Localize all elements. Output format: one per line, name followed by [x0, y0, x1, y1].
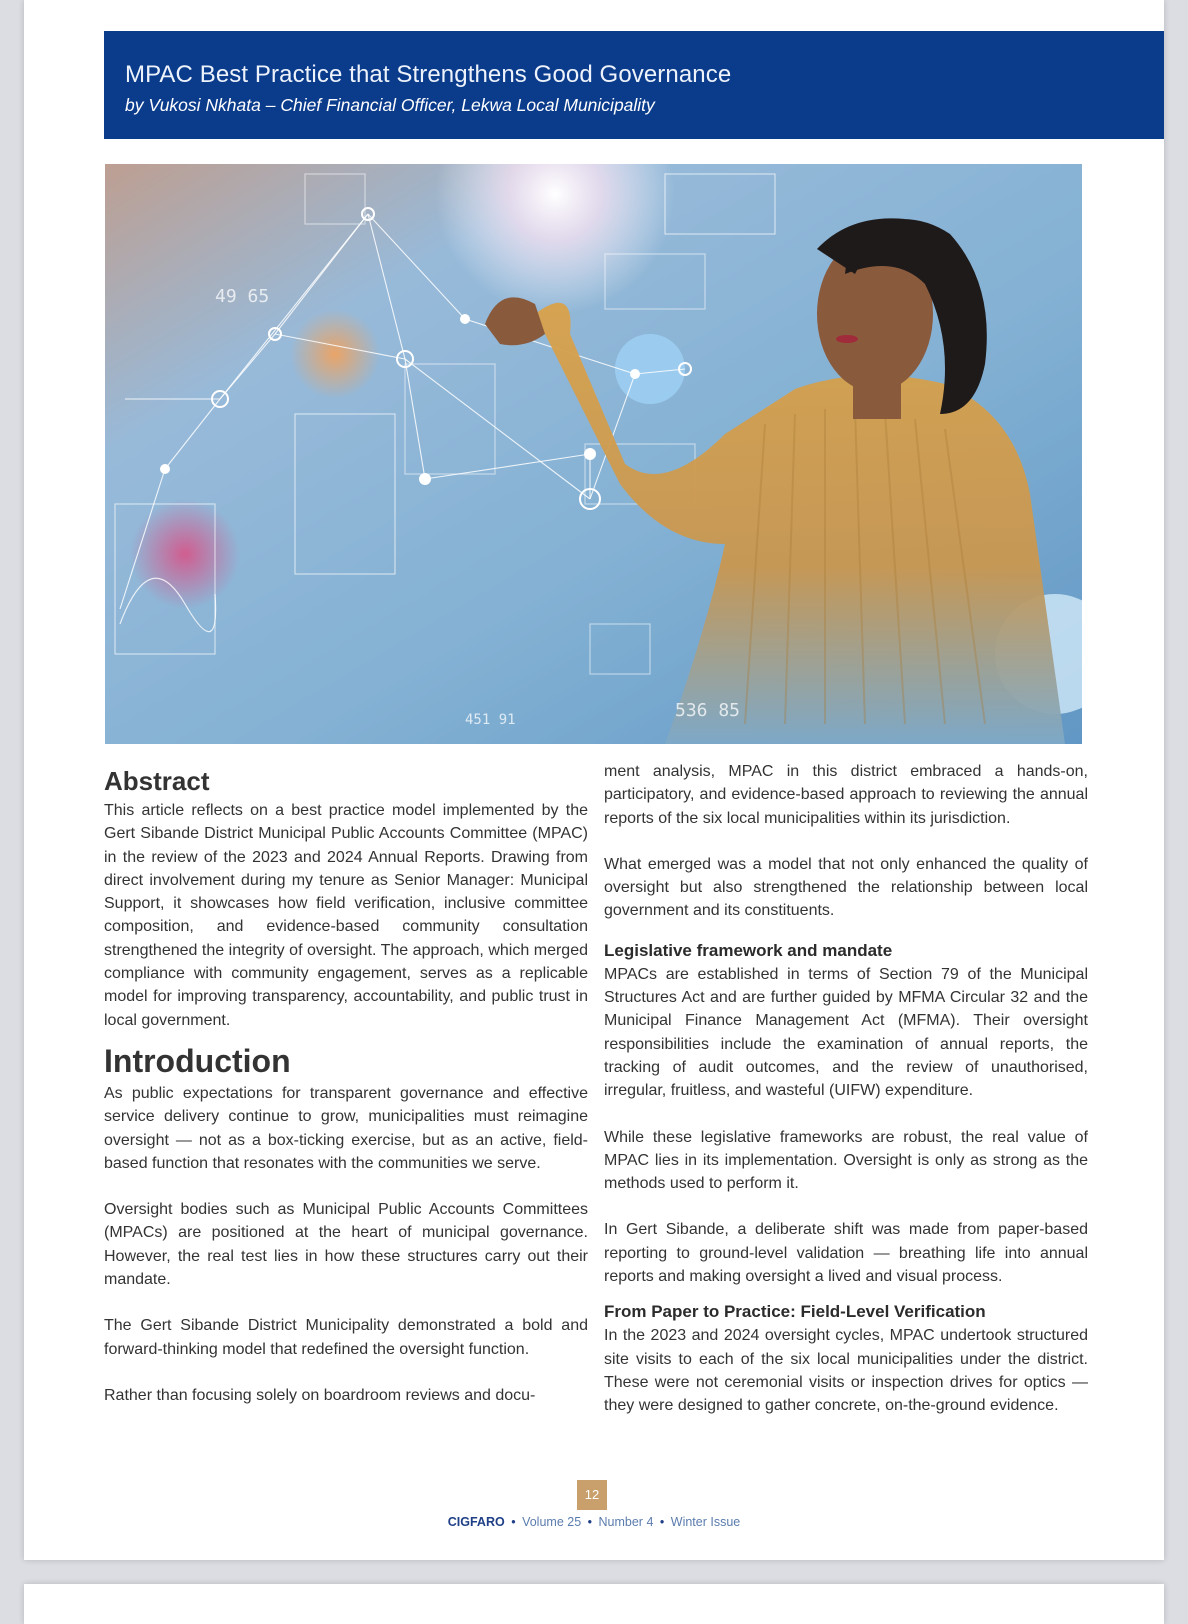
footer: [24, 1515, 1164, 1529]
page-number-badge: 12: [577, 1480, 607, 1510]
abstract-heading: Abstract: [104, 766, 210, 796]
abstract-text: This article reflects on a best practice model implemented by the Gert Sibande District Municipal Public Accounts Committee (MPAC) in the review of the 2023 and 2024 Annual Reports. Drawing from direct involvement during my tenure as Senior Manager: Municipal Support, it showcases how field verification, inclusive committee composition, and evidence-based community consultation strengthened the integrity of oversight. The approach, which merged compliance with community engagement, serves as a replicable model for improving transparency, accountability, and public trust in local government.: [104, 802, 588, 1029]
left-column: [104, 760, 588, 1407]
introduction-heading: Introduction: [104, 1042, 291, 1079]
legislative-paragraph-3: In Gert Sibande, a deliberate shift was made from paper-based reporting to ground-level validation — breathing life into annual reports and making oversight a lived and visual process.: [604, 1221, 1088, 1286]
legislative-paragraph-2: While these legislative frameworks are robust, the real value of MPAC lies in its implementation. Oversight is only as strong as the methods used to perform it.: [604, 1128, 1088, 1193]
article-title: MPAC Best Practice that Strengthens Good Governance: [125, 61, 732, 88]
right-paragraph-2: What emerged was a model that not only enhanced the quality of oversight but also strengthened the relationship between local government and its constituents.: [604, 855, 1088, 920]
intro-paragraph-4: Rather than focusing solely on boardroom reviews and docu-: [104, 1386, 536, 1404]
right-paragraph-1: ment analysis, MPAC in this district embraced a hands-on, participatory, and evidence-based approach to reviewing the annual reports of the six local municipalities within its jurisdiction.: [604, 763, 1088, 827]
separator-1: •: [511, 1515, 516, 1529]
magazine-page: [24, 0, 1164, 1560]
volume: Volume 25: [522, 1515, 582, 1529]
separator-2: •: [587, 1515, 593, 1529]
legislative-paragraph-1: MPACs are established in terms of Section 79 of the Municipal Structures Act and are further guided by MFMA Circular 32 and the Municipal Finance Management Act (MFMA). Their oversight responsibilities include the examination of annual reports, the tracking of audit outcomes, and the review of unauthorised, irregular, fruitless, and wasteful (UIFW) expenditure.: [604, 965, 1088, 1100]
intro-paragraph-2: Oversight bodies such as Municipal Public Accounts Committees (MPACs) are positioned at the heart of municipal governance. However, the real test lies in how these structures carry out their mandate.: [104, 1201, 588, 1289]
next-page-edge: [24, 1584, 1164, 1624]
separator-3: •: [659, 1515, 665, 1529]
hero-illustration: [105, 164, 1082, 744]
intro-paragraph-3: The Gert Sibande District Municipality demonstrated a bold and forward-thinking model that redefined the oversight function.: [104, 1317, 588, 1358]
overlay-number-1: 49 65: [215, 286, 270, 307]
article-byline: by Vukosi Nkhata – Chief Financial Officer, Lekwa Local Municipality: [125, 95, 655, 115]
hero-image: [105, 164, 1082, 744]
overlay-number-3: 536 85: [675, 700, 741, 721]
title-banner: [104, 31, 1164, 139]
issue-number: Number 4: [598, 1515, 654, 1529]
field-verification-paragraph: In the 2023 and 2024 oversight cycles, MPAC undertook structured site visits to each of the six local municipalities under the district. These were not ceremonial visits or inspection drives for optics — they were designed to gather concrete, on-the-ground evidence.: [604, 1327, 1088, 1415]
intro-paragraph-1: As public expectations for transparent governance and effective service delivery continue to grow, municipalities must reimagine oversight — not as a box-ticking exercise, but as an active, field-based function that resonates with the communities we serve.: [104, 1084, 588, 1172]
field-verification-heading: From Paper to Practice: Field-Level Verification: [604, 1302, 986, 1322]
right-column: [604, 760, 1088, 1418]
magazine-name: CIGFARO: [447, 1515, 505, 1529]
issue-season: Winter Issue: [670, 1515, 741, 1529]
overlay-number-2: 451 91: [465, 712, 516, 728]
legislative-heading: Legislative framework and mandate: [604, 940, 893, 960]
